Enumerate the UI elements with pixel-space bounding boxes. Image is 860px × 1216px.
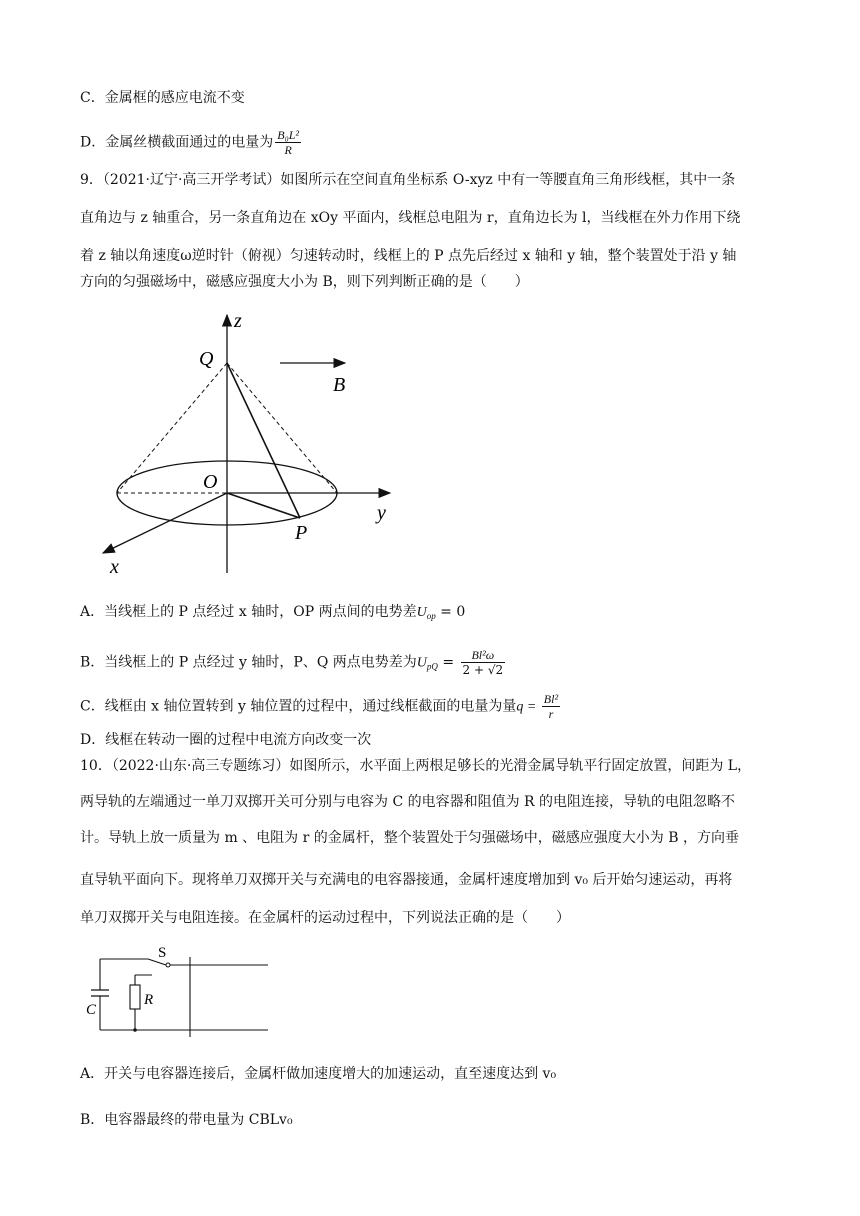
q9-stem-line-2: 直角边与 z 轴重合，另一条直角边在 xOy 平面内，线框总电阻为 r，直角边长为 l，当线框在外力作用下绕 [80,210,741,226]
q9-option-c [80,692,562,721]
q9-option-c-numerator: Bl² [543,692,559,706]
q9-option-d: D．线框在转动一圈的过程中电流方向改变一次 [80,732,372,748]
label-B: B [333,374,346,396]
q10-stem-line-5: 单刀双掷开关与电阻连接。在金属杆的运动过程中，下列说法正确的是（ ） [80,910,570,926]
label-R: R [144,992,154,1008]
q9-figure-coordinate-diagram [90,305,420,585]
q8-option-d-fraction [275,128,301,157]
q10-stem-line-2: 两导轨的左端通过一单刀双掷开关可分别与电容为 C 的电容器和阻值为 R 的电阻连接，导轨的电阻忽略不 [80,794,736,810]
label-z: z [234,310,242,332]
q10-option-b: B．电容器最终的带电量为 CBLv₀ [80,1112,293,1128]
q8-option-d-text: D．金属丝横截面通过的电量为 [80,134,274,151]
q9-option-a-text: A．当线框上的 P 点经过 x 轴时，OP 两点间的电势差 [80,604,417,620]
label-x: x [110,556,119,578]
q9-option-a-tail: = 0 [435,604,466,620]
q9-option-b-fraction [461,648,506,677]
q10-option-a: A．开关与电容器连接后，金属杆做加速度增大的加速运动，直至速度达到 v₀ [80,1066,557,1082]
q8-option-d-denominator: R [284,143,292,157]
label-O: O [203,471,218,493]
q9-option-c-q: q = [516,699,540,715]
q9-stem-line-1: 9．（2021·辽宁·高三开学考试）如图所示在空间直角坐标系 O-xyz 中有一等腰直角三角形线框，其中一条 [80,172,736,188]
q9-option-b-numerator: Bl²ω [461,648,506,663]
resistor [130,985,140,1009]
q9-stem-line-4: 方向的匀强磁场中，磁感应强度大小为 B，则下列判断正确的是（ ） [80,274,529,290]
frame-side-OP [227,493,300,518]
switch-contact [166,963,170,967]
q9-option-a-U: U [416,605,427,620]
q9-option-b-U: U [416,655,427,671]
q9-option-c-text: C．线框由 x 轴位置转到 y 轴位置的过程中，通过线框截面的电量为量 [80,698,517,715]
q9-option-b-eq: = [437,654,459,671]
label-y: y [377,502,386,524]
frame-side-QP [227,363,300,518]
q9-option-b-sub: pQ [426,661,438,672]
q8-option-d [80,128,303,157]
q9-option-b [80,648,507,677]
q8-option-d-numerator: B₀L² [277,128,300,142]
q10-stem-line-3: 计。导轨上放一质量为 m 、电阻为 r 的金属杆，整个装置处于匀强磁场中，磁感应强度大小为 B ，方向垂 [80,830,739,846]
q8-option-c: C．金属框的感应电流不变 [80,90,245,106]
q10-figure-circuit [80,945,280,1045]
q9-stem-line-3: 着 z 轴以角速度ω逆时针（俯视）匀速转动时，线框上的 P 点先后经过 x 轴和 y 轴，整个装置处于沿 y 轴 [80,248,737,264]
label-S: S [158,945,167,961]
q9-option-c-fraction [542,692,560,721]
q10-stem-line-1: 10．（2022·山东·高三专题练习）如图所示，水平面上两根足够长的光滑金属导轨平行固定放置，间距为 L， [80,758,752,774]
q9-option-a-sub: op [426,611,436,621]
label-C: C [86,1002,97,1018]
label-P: P [295,522,308,544]
q9-option-b-denominator: 2 + √2 [462,663,504,677]
q9-option-a [80,602,465,626]
q9-option-b-text: B．当线框上的 P 点经过 y 轴时，P、Q 两点电势差为 [80,654,417,671]
q10-stem-line-4: 直导轨平面向下。现将单刀双掷开关与充满电的电容器接通，金属杆速度增加到 v₀ 后开始匀速运动，再将 [80,872,733,888]
label-Q: Q [199,348,214,370]
q9-option-c-denominator: r [548,707,554,721]
